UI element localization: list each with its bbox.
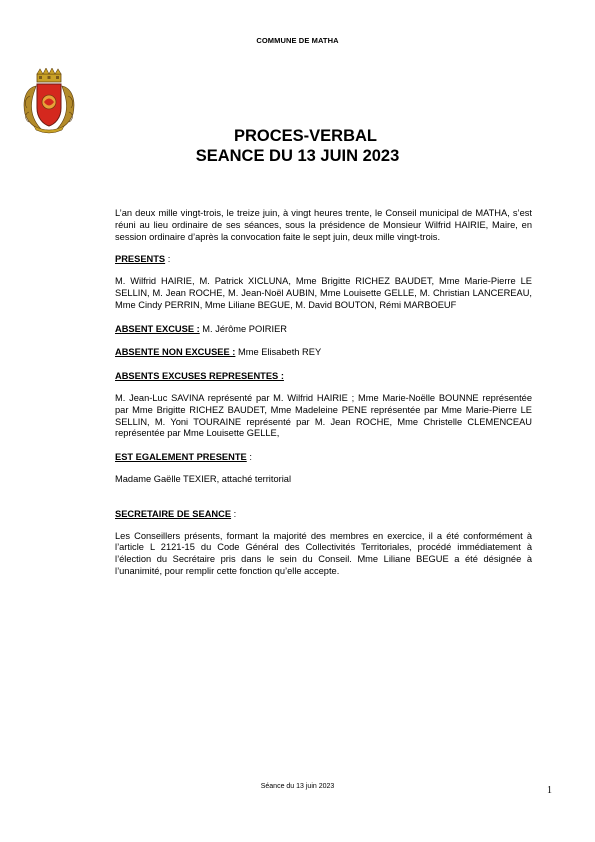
absents-representes-label: ABSENTS EXCUSES REPRESENTES : [115,371,284,382]
presents-suffix: : [165,254,171,265]
commune-header: COMMUNE DE MATHA [256,36,339,45]
presents-list: M. Wilfrid HAIRIE, M. Patrick XICLUNA, Mme Brigitte RICHEZ BAUDET, Mme Marie-Pierre LE SELLIN, M. Jean ROCHE, M. Jean-Noël AUBIN, Mme Louisette GELLE, M. Christian LANCEREAU, Mme Cindy PERRIN, Mme Liliane BEGUE, M. David BOUTON, Rémi MARBOEUF [115,276,532,310]
secretaire-paragraph: Les Conseillers présents, formant la majorité des membres en exercice, il a été conformément à l’article L 2121-15 du Code Général des Collectivités Territoriales, procédé immédiatement à l’élection du Secrétaire pris dans le sein du Conseil. Mme Liliane BEGUE a été désignée à l’unanimité, pour remplir cette fonction qu’elle accepte. [115,530,532,576]
presents-label: PRESENTS [115,254,166,265]
secretaire-heading [115,509,532,521]
presents-heading [115,254,532,266]
absente-non-excusee-line [115,347,532,359]
secretaire-suffix: : [231,508,237,519]
absente-non-excusee-label: ABSENTE NON EXCUSEE : [115,347,236,358]
page-footer: Séance du 13 juin 2023 [260,783,335,790]
page-number: 1 [547,785,552,796]
town-crest-icon [20,68,78,134]
egalement-presente-suffix: : [246,452,252,463]
title-line-1: PROCES-VERBAL [233,127,377,145]
secretaire-label: SECRETAIRE DE SEANCE [115,508,232,519]
absent-excuse-line [115,324,532,336]
absents-representes-heading [115,371,532,383]
document-title [0,126,595,166]
egalement-presente-heading [115,452,532,464]
intro-paragraph: L’an deux mille vingt-trois, le treize juin, à vingt heures trente, le Conseil municipal de MATHA, s’est réuni au lieu ordinaire de ses séances, sous la présidence de Monsieur Wilfrid HAIRIE, Maire, en session ordinaire d’après la convocation faite le sept juin, deux mille vingt-trois. [115,208,532,242]
egalement-presente-name: Madame Gaëlle TEXIER, attaché territorial [115,473,292,484]
egalement-presente-label: EST EGALEMENT PRESENTE [115,452,247,463]
absent-excuse-label: ABSENT EXCUSE : [115,323,200,334]
title-line-2: SEANCE DU 13 JUIN 2023 [195,147,400,165]
absente-non-excusee-name: Mme Elisabeth REY [235,347,322,358]
absent-excuse-name: M. Jérôme POIRIER [199,323,288,334]
document-body [115,208,532,578]
absents-representes-list: M. Jean-Luc SAVINA représenté par M. Wilfrid HAIRIE ; Mme Marie-Noëlle BOUNNE représentée par Mme Brigitte RICHEZ BAUDET, Mme Madeleine PENE représentée par Mme Marie-Pierre LE SELLIN, M. Yoni TOURAINE représenté par M. Jean ROCHE, Mme Christelle CLEMENCEAU représentée par Mme Louisette GELLE, [115,392,532,439]
